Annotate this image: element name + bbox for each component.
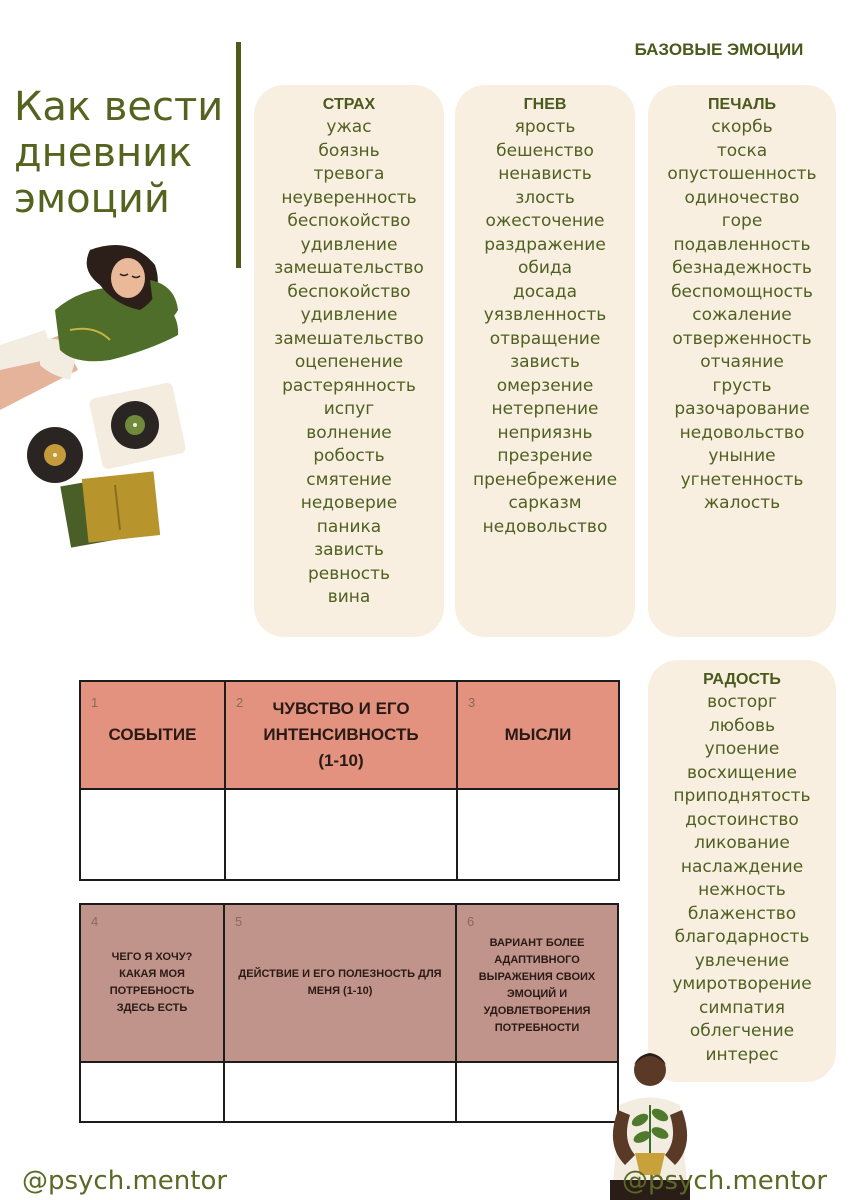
emotion-item: растерянность xyxy=(282,375,416,396)
author-handle-right: @psych.mentor xyxy=(622,1166,828,1196)
emotion-item: замешательство xyxy=(274,258,424,278)
emotion-item: сарказм xyxy=(508,493,582,513)
column-number: 1 xyxy=(91,695,99,710)
emotion-item: восторг xyxy=(707,692,777,712)
emotion-item: умиротворение xyxy=(672,974,812,994)
table-header-cell xyxy=(224,904,456,1062)
emotion-item: испуг xyxy=(323,399,375,419)
title-line-1: Как вести xyxy=(14,84,224,130)
column-label: ВАРИАНТ БОЛЕЕ АДАПТИВНОГО ВЫРАЖЕНИЯ СВОИХ ЭМОЦИЙ И УДОВЛЕТВОРЕНИЯ ПОТРЕБНОСТИ xyxy=(478,937,596,1034)
column-label: ЧУВСТВО И ЕГО ИНТЕНСИВНОСТЬ (1-10) xyxy=(263,699,419,770)
emotion-item: недовольство xyxy=(679,422,805,443)
entry-cell[interactable] xyxy=(457,789,619,880)
emotion-item: любовь xyxy=(708,715,776,736)
emotion-item: тоска xyxy=(716,140,768,161)
emotion-item: досада xyxy=(512,281,578,302)
emotion-item: робость xyxy=(313,446,385,466)
table-header-cell xyxy=(225,681,457,789)
emotion-item: скорбь xyxy=(711,117,773,137)
table-header-cell xyxy=(80,681,225,789)
emotion-item: беспокойство xyxy=(287,211,411,231)
emotion-item: облегчение xyxy=(689,1021,795,1041)
entry-cell[interactable] xyxy=(224,1062,456,1122)
woman-lying-illustration xyxy=(0,240,200,550)
column-label: ДЕЙСТВИЕ И ЕГО ПОЛЕЗНОСТЬ ДЛЯ МЕНЯ (1-10) xyxy=(238,968,442,997)
emotion-item: неприязнь xyxy=(497,422,593,443)
emotion-item: раздражение xyxy=(484,234,606,255)
emotion-item: недовольство xyxy=(482,516,608,537)
card-title: ГНЕВ xyxy=(523,96,567,113)
emotion-item: паника xyxy=(316,516,382,537)
title-line-3: эмоций xyxy=(14,176,170,222)
emotion-item: нетерпение xyxy=(491,399,599,419)
column-number: 3 xyxy=(468,695,476,710)
card-joy xyxy=(648,660,836,1082)
emotion-item: разочарование xyxy=(674,399,810,419)
card-fear xyxy=(254,85,444,637)
emotion-list xyxy=(455,116,635,539)
emotion-list xyxy=(254,116,444,610)
emotion-item: ожесточение xyxy=(485,211,605,231)
table-header-cell xyxy=(80,904,224,1062)
emotion-item: отвращение xyxy=(489,328,601,349)
emotion-item: ликование xyxy=(694,833,790,853)
emotion-item: обида xyxy=(517,258,573,278)
emotion-item: горе xyxy=(721,211,763,231)
card-title: ПЕЧАЛЬ xyxy=(708,96,776,113)
entry-cell[interactable] xyxy=(456,1062,618,1122)
column-number: 6 xyxy=(467,914,475,929)
emotion-item: беспомощность xyxy=(671,281,813,302)
card-title: СТРАХ xyxy=(322,96,376,113)
emotion-item: угнетенность xyxy=(680,469,804,490)
emotion-item: жалость xyxy=(703,493,781,513)
emotion-item: восхищение xyxy=(687,762,797,783)
diary-table-2 xyxy=(79,903,619,1123)
emotion-item: безнадежность xyxy=(672,258,812,278)
column-label: МЫСЛИ xyxy=(504,725,572,744)
emotion-item: неуверенность xyxy=(281,187,417,208)
emotion-item: недоверие xyxy=(300,493,398,513)
emotion-item: ревность xyxy=(307,563,391,584)
emotion-item: блаженство xyxy=(687,903,797,924)
card-sadness xyxy=(648,85,836,637)
emotion-item: оцепенение xyxy=(294,352,404,372)
emotion-item: смятение xyxy=(306,469,392,490)
entry-cell[interactable] xyxy=(225,789,457,880)
column-number: 4 xyxy=(91,914,99,929)
author-handle-left: @psych.mentor xyxy=(22,1166,228,1196)
emotion-list xyxy=(648,116,836,516)
emotion-item: бешенство xyxy=(496,140,594,161)
emotion-item: уныние xyxy=(708,446,776,466)
emotion-item: достоинство xyxy=(685,809,799,830)
section-header: БАЗОВЫЕ ЭМОЦИИ xyxy=(634,40,804,59)
emotion-item: зависть xyxy=(314,540,384,560)
emotion-item: опустошенность xyxy=(667,164,817,184)
emotion-item: беспокойство xyxy=(287,281,411,302)
emotion-item: наслаждение xyxy=(680,856,804,877)
emotion-item: злость xyxy=(515,187,575,208)
emotion-item: зависть xyxy=(510,352,580,372)
emotion-item: отчаяние xyxy=(700,352,784,372)
emotion-item: ненависть xyxy=(498,164,592,184)
emotion-item: симпатия xyxy=(699,997,785,1018)
emotion-item: приподнятость xyxy=(673,786,811,806)
emotion-item: ярость xyxy=(514,117,576,137)
emotion-item: подавленность xyxy=(673,234,811,255)
emotion-item: нежность xyxy=(698,880,786,900)
emotion-item: удивление xyxy=(300,305,398,325)
emotion-item: ужас xyxy=(326,117,372,137)
emotion-item: тревога xyxy=(313,164,385,184)
emotion-item: вина xyxy=(327,587,371,607)
emotion-item: удивление xyxy=(300,234,398,255)
emotion-item: замешательство xyxy=(274,328,424,349)
column-label: ЧЕГО Я ХОЧУ? КАКАЯ МОЯ ПОТРЕБНОСТЬ ЗДЕСЬ ЕСТЬ xyxy=(109,951,195,1014)
emotion-item: омерзение xyxy=(496,375,594,396)
page-title xyxy=(14,84,234,222)
table-header-cell xyxy=(457,681,619,789)
emotion-item: волнение xyxy=(306,422,392,443)
emotion-item: отверженность xyxy=(672,328,812,349)
divider-line xyxy=(236,42,241,268)
emotion-item: боязнь xyxy=(318,140,380,161)
diary-table-1 xyxy=(79,680,620,881)
card-title: РАДОСТЬ xyxy=(703,671,781,688)
card-anger xyxy=(455,85,635,637)
column-number: 2 xyxy=(236,695,244,710)
table-header-cell xyxy=(456,904,618,1062)
emotion-item: одиночество xyxy=(684,187,800,208)
emotion-item: презрение xyxy=(497,446,593,466)
emotion-item: пренебрежение xyxy=(472,469,618,490)
column-number: 5 xyxy=(235,914,243,929)
emotion-item: интерес xyxy=(705,1044,779,1065)
emotion-list xyxy=(648,691,836,1067)
emotion-item: упоение xyxy=(704,739,780,759)
title-line-2: дневник xyxy=(14,130,193,176)
column-label: СОБЫТИЕ xyxy=(108,725,197,744)
emotion-item: сожаление xyxy=(692,305,792,325)
emotion-item: увлечение xyxy=(694,950,790,971)
emotion-item: уязвленность xyxy=(483,305,607,325)
entry-cell[interactable] xyxy=(80,1062,224,1122)
emotion-item: грусть xyxy=(712,375,772,396)
emotion-item: благодарность xyxy=(674,927,810,947)
entry-cell[interactable] xyxy=(80,789,225,880)
